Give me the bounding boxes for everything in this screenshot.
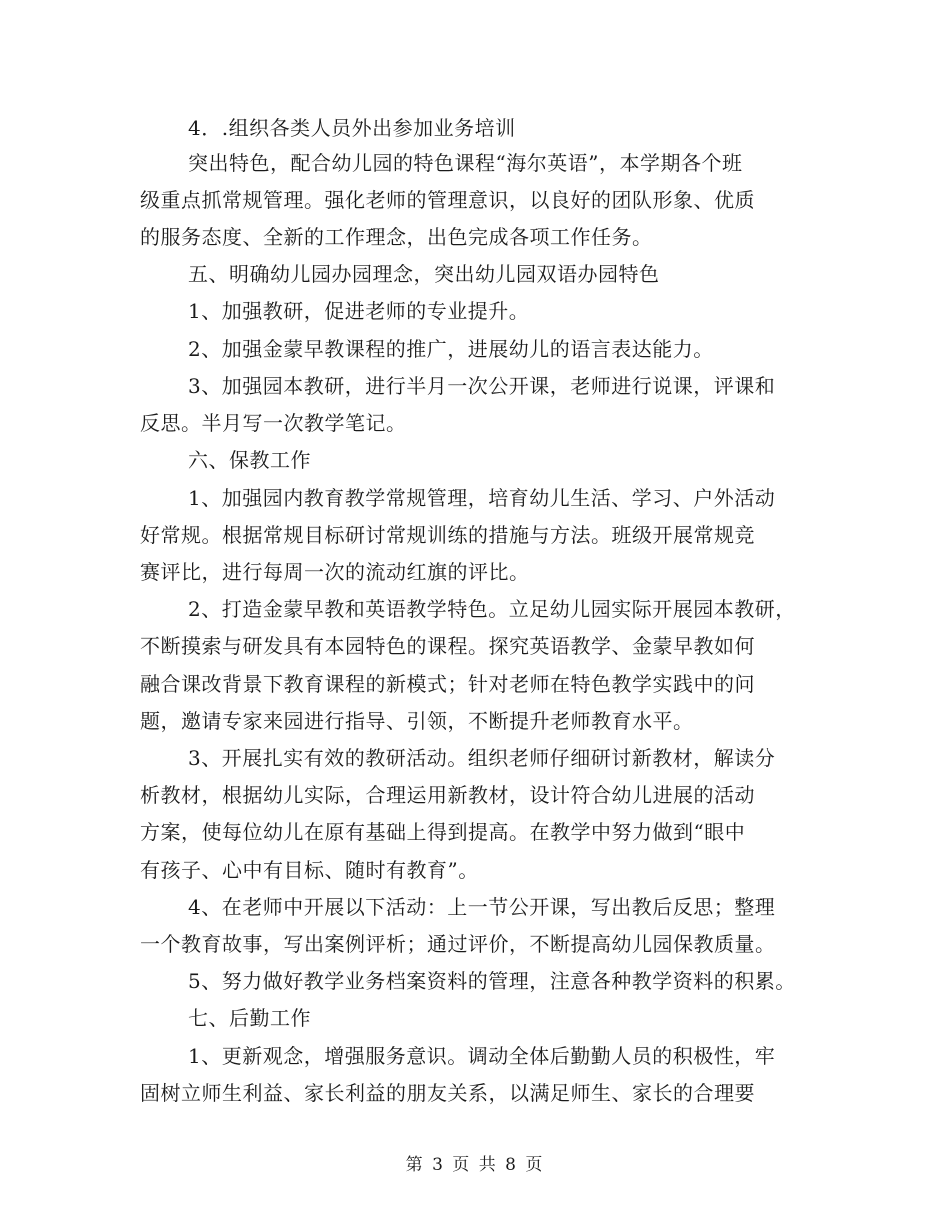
text-line: 3、加强园本教研，进行半月一次公开课，老师进行说课，评课和	[188, 374, 776, 398]
text-line: 1、加强教研，促进老师的专业提升。	[188, 299, 530, 323]
text-line: 4．.组织各类人员外出参加业务培训	[188, 116, 516, 140]
text-line: 的服务态度、全新的工作理念，出色完成各项工作任务。	[140, 225, 653, 249]
text-line: 级重点抓常规管理。强化老师的管理意识，以良好的团队形象、优质	[140, 188, 755, 212]
text-line: 不断摸索与研发具有本园特色的课程。探究英语教学、金蒙早教如何	[140, 634, 755, 658]
text-line: 3、开展扎实有效的教研活动。组织老师仔细研讨新教材，解读分	[188, 746, 776, 770]
text-line: 好常规。根据常规目标研讨常规训练的措施与方法。班级开展常规竞	[140, 523, 755, 547]
text-line: 反思。半月写一次教学笔记。	[140, 411, 407, 435]
text-line: 1、加强园内教育教学常规管理，培育幼儿生活、学习、户外活动	[188, 486, 776, 510]
text-line: 突出特色，配合幼儿园的特色课程“海尔英语”，本学期各个班	[188, 151, 743, 175]
section-heading: 七、后勤工作	[188, 1006, 311, 1030]
text-line: 析教材，根据幼儿实际，合理运用新教材，设计符合幼儿进展的活动	[140, 783, 755, 807]
text-line: 1、更新观念，增强服务意识。调动全体后勤勤人员的积极性，牢	[188, 1044, 776, 1068]
text-line: 2、打造金蒙早教和英语教学特色。立足幼儿园实际开展园本教研，	[188, 597, 796, 621]
text-line: 融合课改背景下教育课程的新模式；针对老师在特色教学实践中的问	[140, 672, 755, 696]
section-heading: 五、明确幼儿园办园理念，突出幼儿园双语办园特色	[188, 262, 660, 286]
text-line: 2、加强金蒙早教课程的推广，进展幼儿的语言表达能力。	[188, 337, 714, 361]
text-line: 题，邀请专家来园进行指导、引领，不断提升老师教育水平。	[140, 709, 694, 733]
page-number-footer: 第 3 页 共 8 页	[405, 1155, 545, 1175]
text-line: 5、努力做好教学业务档案资料的管理，注意各种教学资料的积累。	[188, 969, 796, 993]
text-line: 一个教育故事，写出案例评析；通过评价，不断提高幼儿园保教质量。	[140, 932, 776, 956]
section-heading: 六、保教工作	[188, 448, 311, 472]
text-line: 方案，使每位幼儿在原有基础上得到提高。在教学中努力做到“眼中	[140, 820, 746, 844]
text-line: 固树立师生利益、家长利益的朋友关系，以满足师生、家长的合理要	[140, 1081, 755, 1105]
text-line: 赛评比，进行每周一次的流动红旗的评比。	[140, 560, 530, 584]
text-line: 4、在老师中开展以下活动：上一节公开课，写出教后反思；整理	[188, 895, 776, 919]
text-line: 有孩子、心中有目标、随时有教育”。	[140, 858, 479, 882]
